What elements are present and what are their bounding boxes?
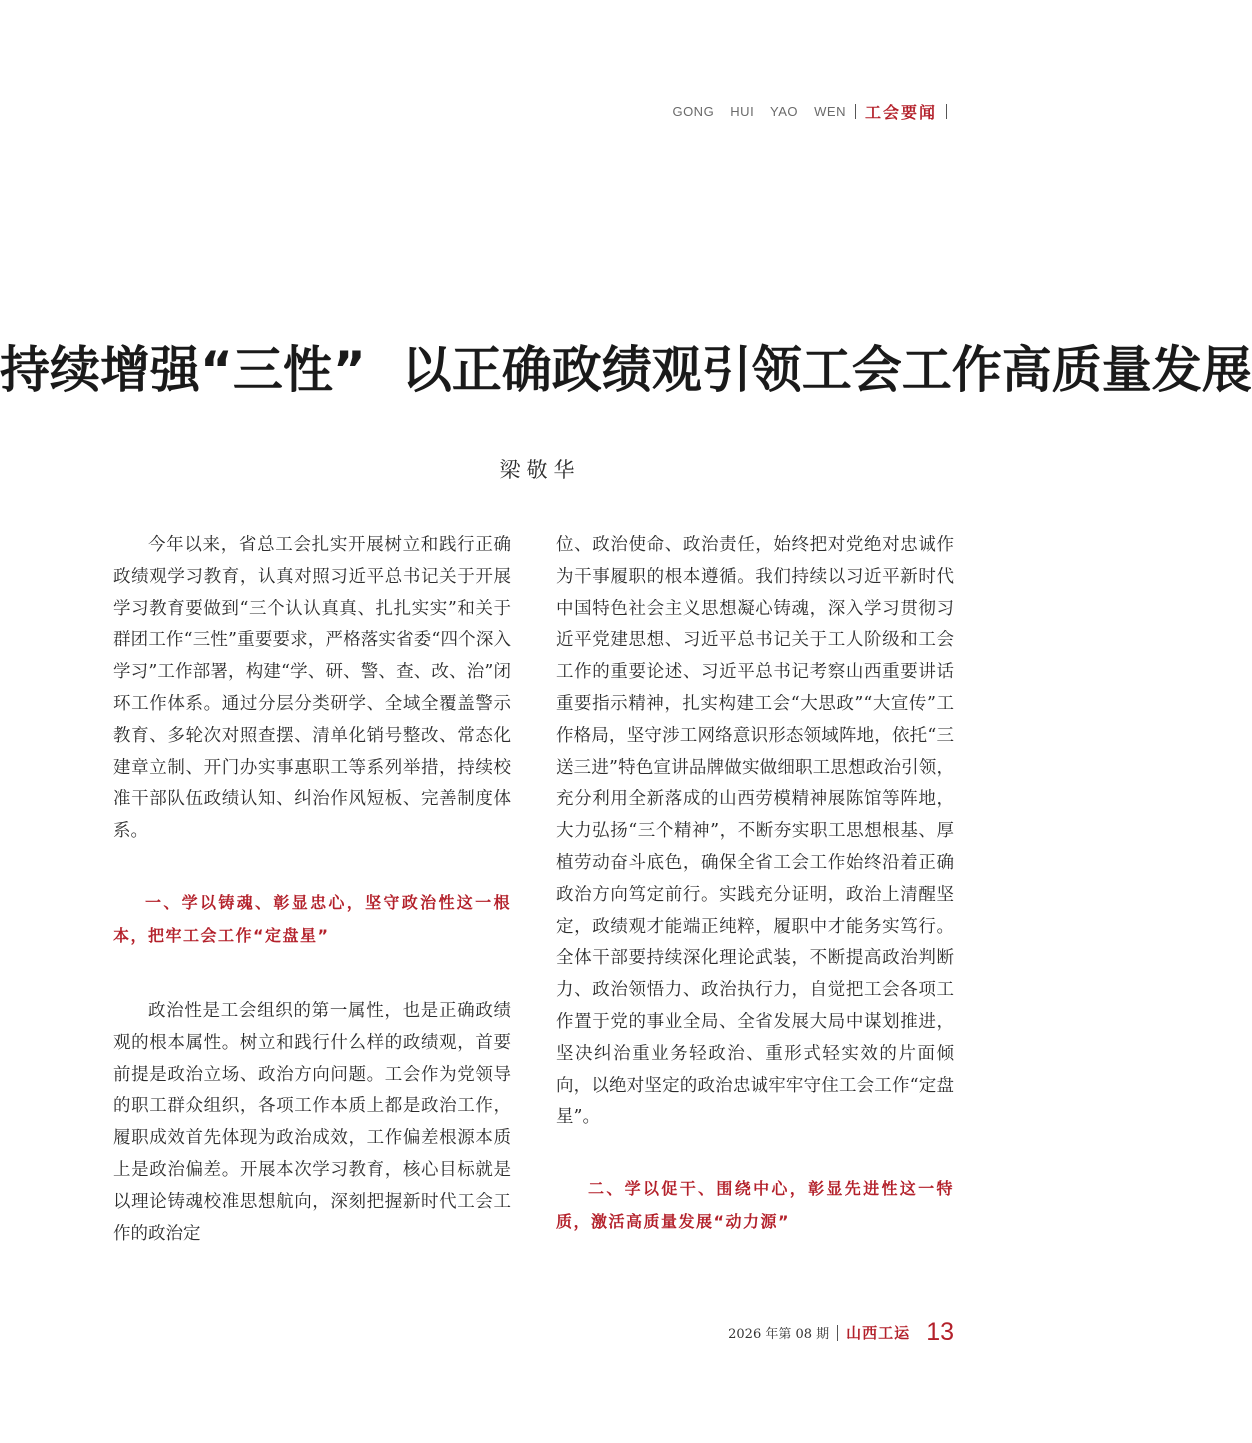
article-title-part2: 以正确政绩观引领工会工作高质量发展 xyxy=(401,341,1252,399)
section-label: 工会要闻 xyxy=(864,103,937,122)
spacer xyxy=(556,1134,954,1172)
page-number: 13 xyxy=(926,1318,954,1346)
footer-divider xyxy=(837,1325,838,1341)
right-column xyxy=(556,530,954,1238)
paragraph-politics: 政治性是工会组织的第一属性，也是正确政绩观的根本属性。树立和践行什么样的政绩观，首要前提是政治立场、政治方向问题。工会作为党领导的职工群众组织，各项工作本质上都是政治工作，履职成效首先体现为政治成效，工作偏差根源本质上是政治偏差。开展本次学习教育，核心目标就是以理论铸魂校准思想航向，深刻把握新时代工会工作的政治定 xyxy=(113,1000,511,1244)
paragraph-politics-continued: 位、政治使命、政治责任，始终把对党绝对忠诚作为干事履职的根本遵循。我们持续以习近平新时代中国特色社会主义思想凝心铸魂，深入学习贯彻习近平党建思想、习近平总书记关于工人阶级和工会工作的重要论述、习近平总书记考察山西重要讲话重要指示精神，扎实构建工会“大思政”“大宣传”工作格局，坚守涉工网络意识形态领域阵地，依托“三送三进”特色宣讲品牌做实做细职工思想政治引领，充分利用全新落成的山西劳模精神展陈馆等阵地，大力弘扬“三个精神”，不断夯实职工思想根基、厚植劳动奋斗底色，确保全省工会工作始终沿着正确政治方向笃定前行。实践充分证明，政治上清醒坚定，政绩观才能端正纯粹，履职中才能务实笃行。全体干部要持续深化理论武装，不断提高政治判断力、政治领悟力、政治执行力，自觉把工会各项工作置于党的事业全局、全省发展大局中谋划推进，坚决纠治重业务轻政治、重形式轻实效的片面倾向，以绝对坚定的政治忠诚牢牢守住工会工作“定盘星”。 xyxy=(556,535,954,1128)
left-column xyxy=(113,530,511,1250)
spacer xyxy=(113,952,511,996)
magazine-name: 山西工运 xyxy=(846,1324,911,1342)
paragraph-intro: 今年以来，省总工会扎实开展树立和践行正确政绩观学习教育，认真对照习近平总书记关于开展学习教育要做到“三个认认真真、扎扎实实”和关于群团工作“三性”重要要求，严格落实省委“四个深入学习”工作部署，构建“学、研、警、查、改、治”闭环工作体系。通过分层分类研学、全域全覆盖警示教育、多轮次对照查摆、清单化销号整改、常态化建章立制、开门办实事惠职工等系列举措，持续校准干部队伍政绩认知、纠治作风短板、完善制度体系。 xyxy=(113,535,511,842)
section-heading-2: 二、学以促干、围绕中心，彰显先进性这一特质，激活高质量发展“动力源” xyxy=(556,1179,954,1232)
page-footer xyxy=(728,1318,954,1347)
article-title-part1: 持续增强“三性” xyxy=(0,341,366,399)
section-pinyin: GONG HUI YAO WEN xyxy=(672,104,846,119)
header-divider xyxy=(855,104,856,119)
issue-number: 2026 年第 08 期 xyxy=(728,1327,830,1342)
header-divider-end xyxy=(946,104,947,119)
spacer xyxy=(113,848,511,886)
article-author: 梁敬华 xyxy=(499,458,581,482)
article-title xyxy=(0,338,1252,402)
page-header xyxy=(672,100,956,123)
section-heading-1: 一、学以铸魂、彰显忠心，坚守政治性这一根本，把牢工会工作“定盘星” xyxy=(113,892,511,945)
